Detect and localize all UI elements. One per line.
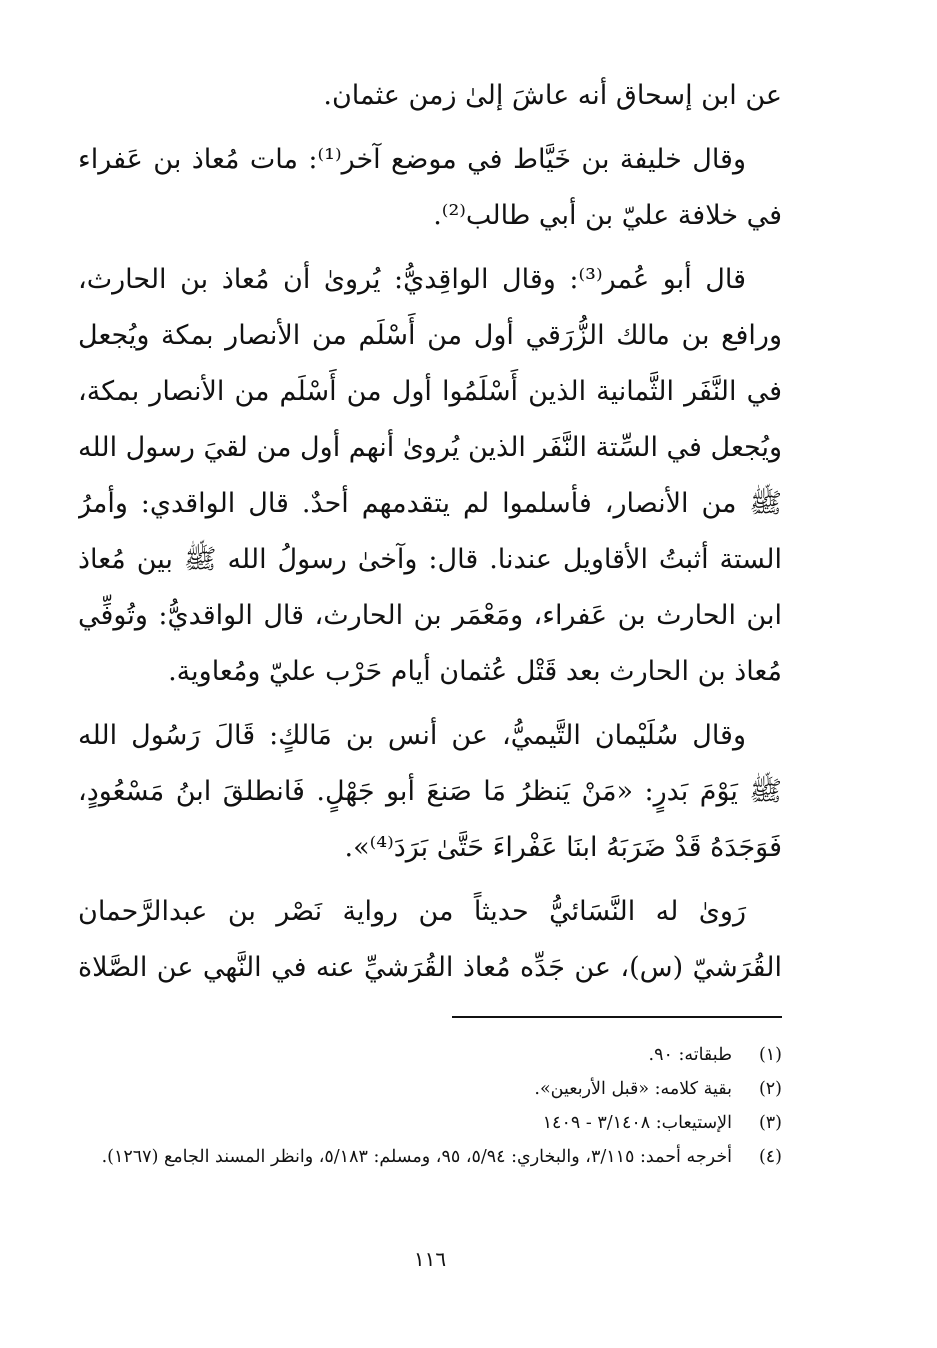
text-line: مُعاذ بن الحارث بعد قَتْل عُثمان أيام حَرْب عليّ ومُعاوية. — [168, 656, 782, 687]
footnote-divider — [452, 1016, 782, 1018]
text-line: قال أبو عُمر⁽³⁾: وقال الواقِديُّ: يُروىٰ أن مُعاذ بن الحارث، — [78, 264, 746, 295]
footnote-text: طبقاته: ٩٠. — [648, 1045, 732, 1065]
text-line: ابن الحارث بن عَفراء، ومَعْمَر بن الحارث، قال الواقديُّ: وتُوفِّي — [78, 600, 782, 631]
footnote-text: الإستيعاب: ٣/١٤٠٨ - ١٤٠٩ — [542, 1113, 732, 1133]
text-line: ﷺ يَوْمَ بَدرٍ: «مَنْ يَنظرُ مَا صَنعَ أبو جَهْلٍ. فَانطلقَ ابنُ مَسْعُودٍ، — [78, 776, 782, 807]
footnote-number: (١) — [758, 1045, 782, 1065]
footnotes — [78, 1038, 782, 1174]
footnote-number: (٣) — [758, 1113, 782, 1133]
text-line: في خلافة عليّ بن أبي طالب⁽²⁾. — [433, 200, 782, 231]
footnote — [78, 1140, 782, 1174]
text-line: في النَّفَر الثَّمانية الذين أَسْلَمُوا أول من أَسْلَم من الأنصار بمكة، — [78, 376, 782, 407]
text-line: فَوَجَدَهُ قَدْ ضَرَبَهُ ابنَا عَفْراءَ حَتَّىٰ بَرَدَ⁽⁴⁾». — [344, 832, 782, 863]
footnote — [78, 1038, 782, 1072]
footnote-text: أخرجه أحمد: ٣/١١٥، والبخاري: ٥/٩٤، ٩٥، ومسلم: ٥/١٨٣، وانظر المسند الجامع (١٢٦٧). — [101, 1147, 732, 1167]
text-line: القُرَشيّ (س)، عن جَدِّه مُعاذ القُرَشيِّ عنه في النَّهي عن الصَّلاة — [78, 952, 782, 983]
page-number: ١١٦ — [413, 1247, 447, 1271]
footnote-text: بقية كلامه: «قبل الأربعين». — [534, 1079, 732, 1099]
text-line: ويُجعل في السِّتة النَّفَر الذين يُروىٰ أنهم أول من لقيَ رسول الله — [78, 432, 782, 463]
text-line: وقال خليفة بن خَيَّاط في موضع آخر⁽¹⁾: مات مُعاذ بن عَفراء — [78, 144, 746, 175]
footnote-number: (٢) — [758, 1079, 782, 1099]
text-line: الستة أثبتُ الأقاويل عندنا. قال: وآخىٰ رسولُ الله ﷺ بين مُعاذ — [78, 544, 782, 575]
text-line: ورافع بن مالك الزُّرَقي أول من أَسْلَم من الأنصار بمكة ويُجعل — [78, 320, 782, 351]
main-text — [78, 68, 782, 996]
footnote — [78, 1072, 782, 1106]
footnote-number: (٤) — [758, 1147, 782, 1167]
text-line: رَوىٰ له النَّسَائيُّ حديثاً من رواية نَصْر بن عبدالرَّحمان — [78, 896, 746, 927]
book-page — [78, 68, 782, 1298]
footnote — [78, 1106, 782, 1140]
text-line: عن ابن إسحاق أنه عاشَ إلىٰ زمن عثمان. — [323, 80, 782, 111]
text-line: وقال سُلَيْمان التَّيميُّ، عن أنس بن مَالكٍ: قَالَ رَسُول الله — [78, 720, 747, 751]
text-line: ﷺ من الأنصار، فأسلموا لم يتقدمهم أحدٌ. قال الواقدي: وأمرُ — [78, 488, 782, 519]
